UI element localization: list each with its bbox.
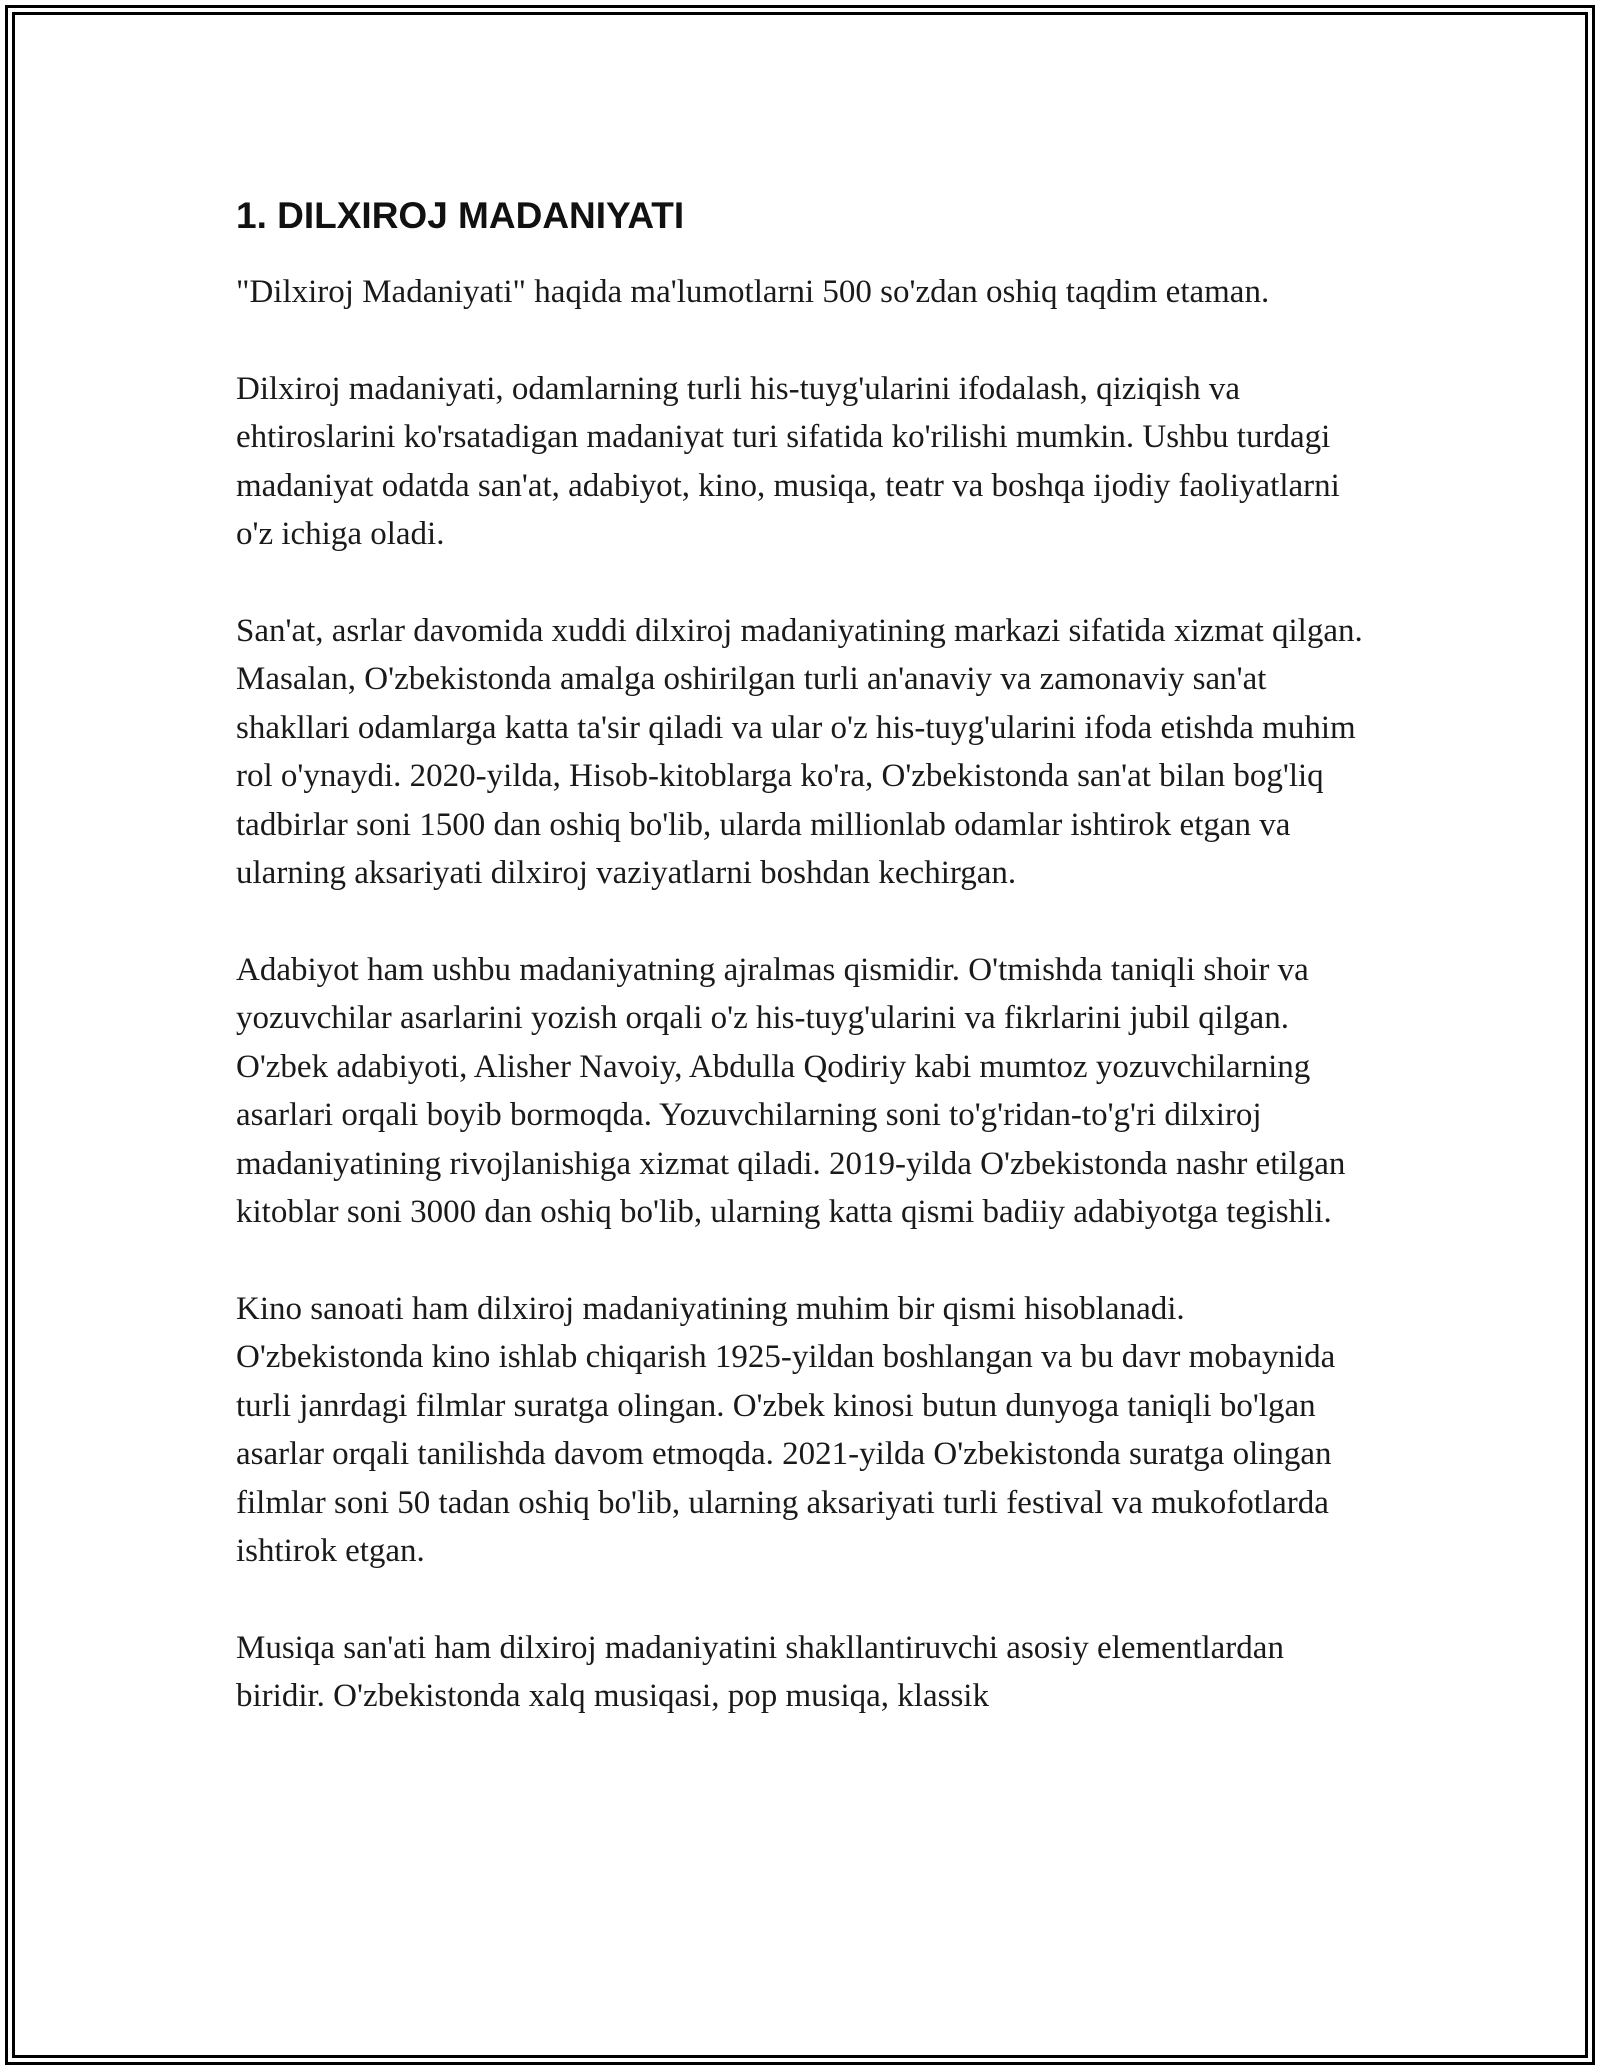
paragraph-definition: Dilxiroj madaniyati, odamlarning turli his-tuyg'ularini ifodalash, qiziqish va ehtiroslarini ko'rsatadigan madaniyat turi sifatida ko'rilishi mumkin. Ushbu turdagi madaniyat odatda san'at, adabiyot, kino, musiqa, teatr va boshqa ijodiy faoliyatlarni o'z ichiga oladi. <box>236 370 1340 552</box>
paragraph-intro: "Dilxiroj Madaniyati" haqida ma'lumotlarni 500 so'zdan oshiq taqdim etaman. <box>236 274 1270 310</box>
document-body <box>236 192 1366 1769</box>
paragraph-literature: Adabiyot ham ushbu madaniyatning ajralmas qismidir. O'tmishda taniqli shoir va yozuvchilar asarlarini yozish orqali o'z his-tuyg'ularini va fikrlarini jubil qilgan. O'zbek adabiyoti, Alisher Navoiy, Abdulla Qodiriy kabi mumtoz yozuvchilarning asarlari orqali boyib bormoqda. Yozuvchilarning soni to'g'ridan-to'g'ri dilxiroj madaniyatining rivojlanishiga xizmat qiladi. 2019-yilda O'zbekistonda nashr etilgan kitoblar soni 3000 dan oshiq bo'lib, ularning katta qismi badiiy adabiyotga tegishli. <box>236 951 1346 1230</box>
paragraph-music: Musiqa san'ati ham dilxiroj madaniyatini shakllantiruvchi asosiy elementlardan biridir. O'zbekistonda xalq musiqasi, pop musiqa, klassik <box>236 1629 1284 1714</box>
paragraph-cinema: Kino sanoati ham dilxiroj madaniyatining muhim bir qismi hisoblanadi. O'zbekistonda kino ishlab chiqarish 1925-yildan boshlangan va bu davr mobaynida turli janrdagi filmlar suratga olingan. O'zbek kinosi butun dunyoga taniqli bo'lgan asarlar orqali tanilishda davom etmoqda. 2021-yilda O'zbekistonda suratga olingan filmlar soni 50 tadan oshiq bo'lib, ularning aksariyati turli festival va mukofotlarda ishtirok etgan. <box>236 1290 1336 1569</box>
document-title: 1. DILXIROJ MADANIYATI <box>236 195 685 236</box>
paragraph-art: San'at, asrlar davomida xuddi dilxiroj madaniyatining markazi sifatida xizmat qilgan. Masalan, O'zbekistonda amalga oshirilgan turli an'anaviy va zamonaviy san'at shakllari odamlarga katta ta'sir qiladi va ular o'z his-tuyg'ularini ifoda etishda muhim rol o'ynaydi. 2020-yilda, Hisob-kitoblarga ko'ra, O'zbekistonda san'at bilan bog'liq tadbirlar soni 1500 dan oshiq bo'lib, ularda millionlab odamlar ishtirok etgan va ularning aksariyati dilxiroj vaziyatlarni boshdan kechirgan. <box>236 612 1363 891</box>
